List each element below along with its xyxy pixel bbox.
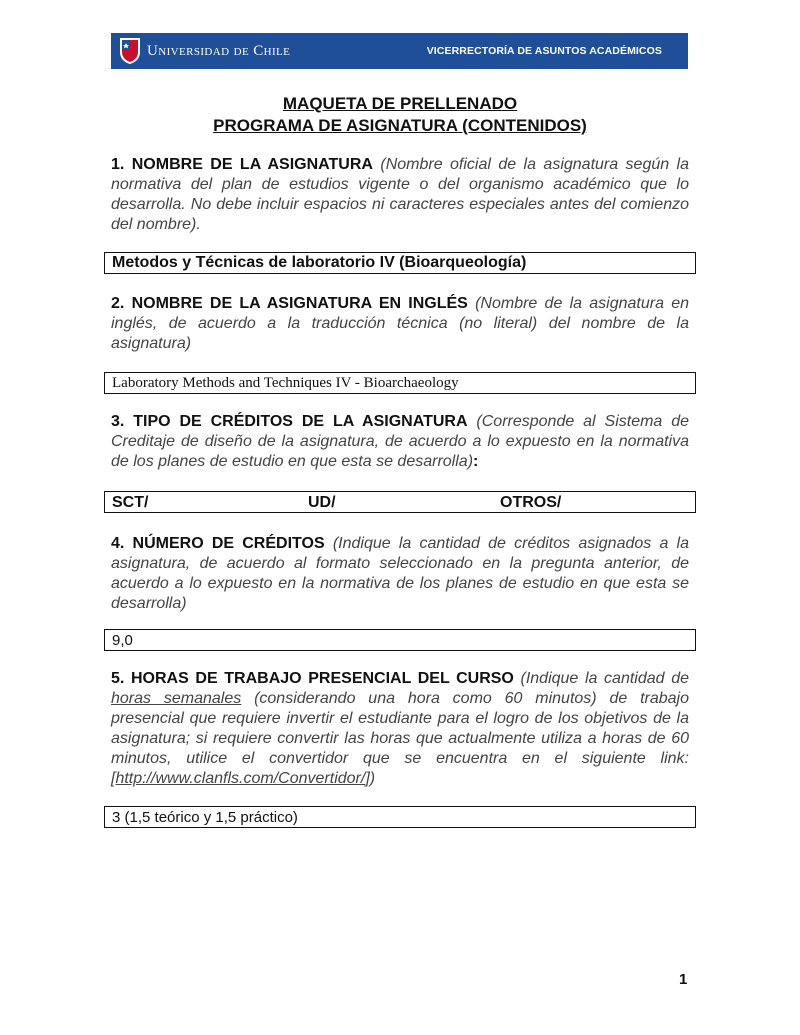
section-3-description-italic: (Corresponde al [476,413,596,430]
section-2-value-box [104,372,696,394]
page-number: 1 [679,971,688,988]
credit-type-otros: OTROS/ [500,494,562,511]
credit-type-ud: UD/ [308,494,336,511]
section-3-colon: : [473,453,479,470]
section-3-heading: 3. TIPO DE CRÉDITOS DE LA ASIGNATURA [111,413,468,430]
section-5-description-underlined: horas semanales [111,690,242,707]
section-1-description: (Nombre oficial de la asignatura según la normativa del plan de estudios vigente o del organismo académico que lo desarrolla. No debe incluir espacios ni caracteres especiales antes del comienzo del nombre). [111,156,690,233]
university-name: Universidad de Chile [147,42,291,59]
section-1-value-box [104,252,696,274]
section-3-text [111,412,689,472]
credit-type-sct: SCT/ [112,494,149,511]
section-2-heading: 2. NOMBRE DE LA ASIGNATURA EN INGLÉS [111,295,468,312]
section-1-value: Metodos y Técnicas de laboratorio IV (Bioarqueología) [112,254,527,271]
section-4-value: 9,0 [112,631,133,649]
section-5-description-c: ]) [365,770,376,787]
university-crest-icon [119,37,141,65]
university-branding [119,37,290,65]
doc-title-line1: MAQUETA DE PRELLENADO [282,94,518,113]
section-5-value-box [104,806,696,828]
section-1-heading: 1. NOMBRE DE LA ASIGNATURA [111,156,373,173]
converter-link[interactable]: http://www.clanfls.com/Convertidor/ [115,770,366,787]
section-5-description-a: (Indique la cantidad de [520,670,689,687]
section-5-value: 3 (1,5 teórico y 1,5 práctico) [112,808,298,826]
section-5-text [111,669,689,789]
office-name: VICERRECTORÍA DE ASUNTOS ACADÉMICOS [426,45,662,57]
header-banner [111,33,688,69]
section-2-value: Laboratory Methods and Techniques IV - Bioarchaeology [112,374,459,391]
section-1-text [111,155,689,235]
section-3-description-rest: Sistema de Creditaje de diseño de la asignatura, de acuerdo a lo expuesto en la normativa de los planes de estudio en que esta se desarrolla) [111,413,690,470]
doc-title-line2: PROGRAMA DE ASIGNATURA (CONTENIDOS) [213,116,587,135]
credit-type-box [104,491,696,513]
section-5-heading: 5. HORAS DE TRABAJO PRESENCIAL DEL CURSO [111,670,514,687]
section-5-description-b: (considerando una hora como 60 minutos) de trabajo presencial que requiere invertir el estudiante para el logro de los objetivos de la asignatura; si requiere convertir las horas que actualmente utiliza a horas de 60 minutos, utilice el convertidor que se encuentra en el siguiente link: [ [111,690,690,787]
section-4-heading: 4. NÚMERO DE CRÉDITOS [111,535,325,552]
section-2-text [111,294,689,354]
section-4-text [111,534,689,614]
section-4-value-box [104,629,696,651]
section-4-description: (Indique la cantidad de créditos asignados a la asignatura, de acuerdo al formato seleccionado en la pregunta anterior, de acuerdo a lo expuesto en la normativa de los planes de estudio en que esta se desarrolla) [111,535,689,612]
section-2-description: (Nombre de la asignatura en inglés, de acuerdo a la traducción técnica (no literal) del nombre de la asignatura) [111,295,689,352]
